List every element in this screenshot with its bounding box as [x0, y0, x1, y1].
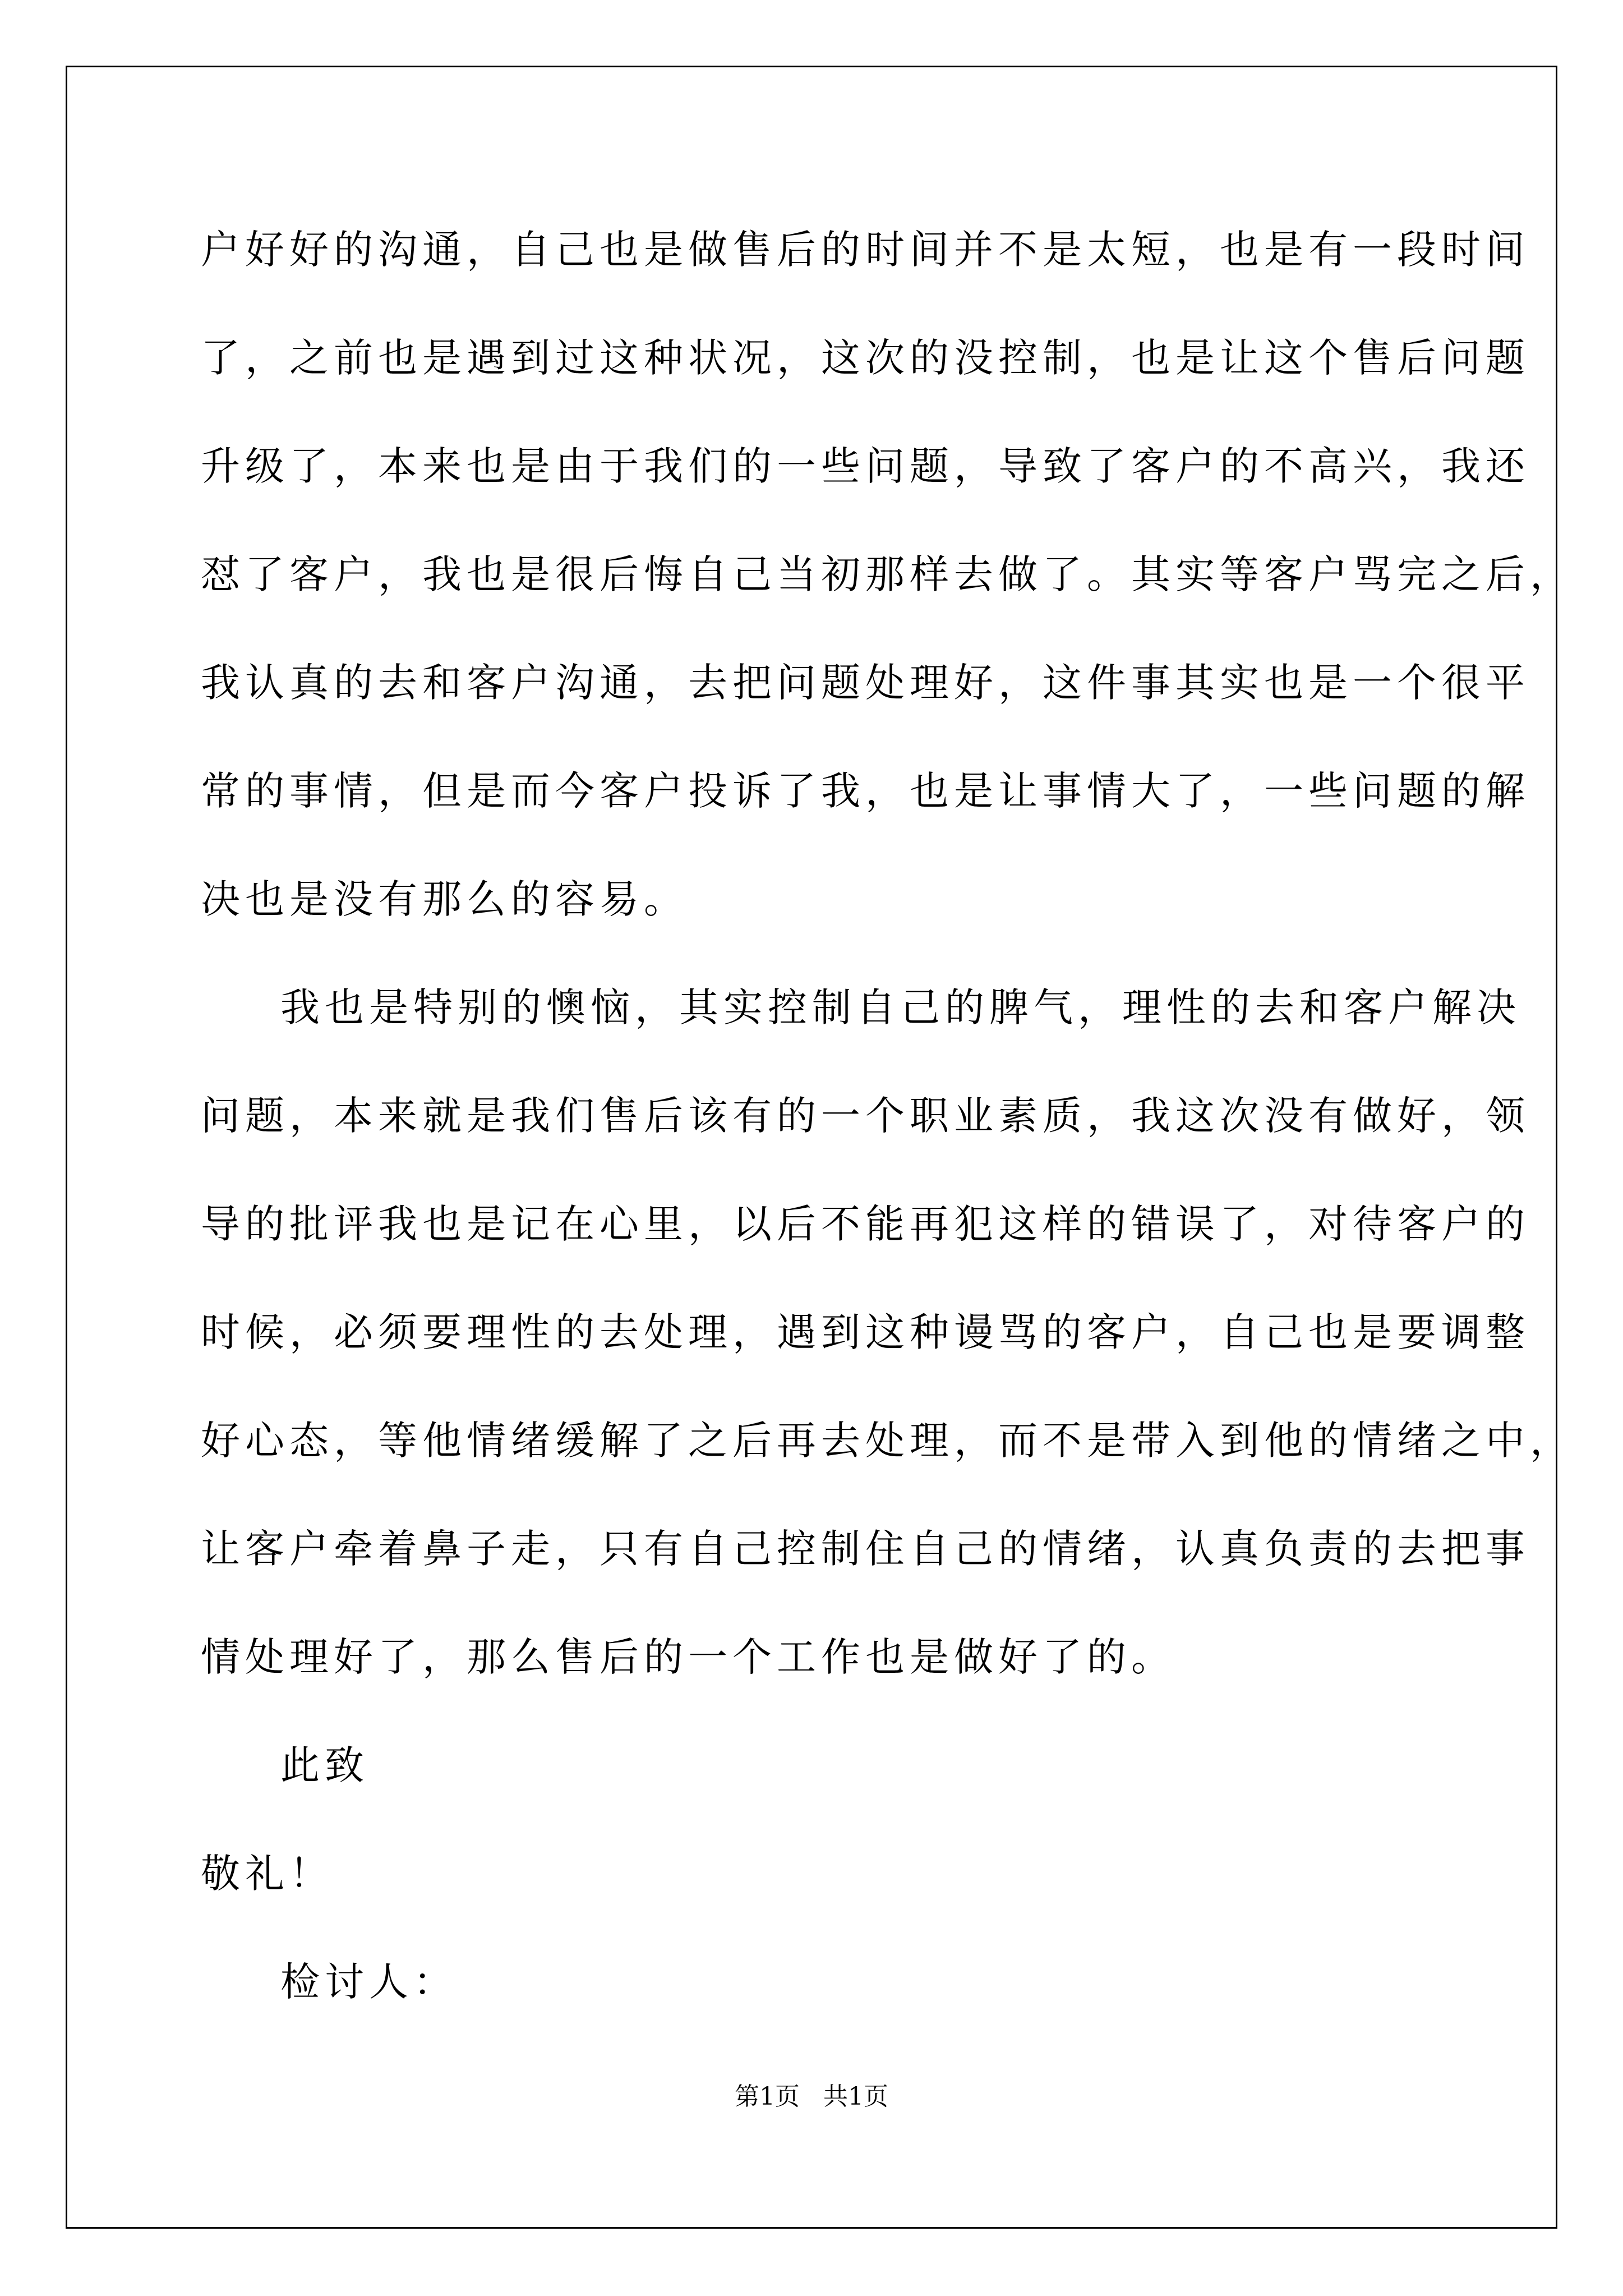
body-line: 问题，本来就是我们售后该有的一个职业素质，我这次没有做好，领	[201, 1093, 1530, 1139]
body-line: 我认真的去和客户沟通，去把问题处理好，这件事其实也是一个很平	[201, 660, 1530, 706]
closing-salutation: 此致	[280, 1742, 369, 1788]
closing-regards: 敬礼！	[201, 1851, 334, 1897]
body-line: 情处理好了，那么售后的一个工作也是做好了的。	[201, 1634, 1175, 1680]
body-line: 了，之前也是遇到过这种状况，这次的没控制，也是让这个售后问题	[201, 335, 1530, 381]
body-line: 导的批评我也是记在心里，以后不能再犯这样的错误了，对待客户的	[201, 1201, 1530, 1247]
body-line: 决也是没有那么的容易。	[201, 876, 688, 922]
body-line: 常的事情，但是而今客户投诉了我，也是让事情大了，一些问题的解	[201, 768, 1530, 814]
page-border	[66, 66, 1557, 2229]
body-line: 我也是特别的懊恼，其实控制自己的脾气，理性的去和客户解决	[280, 984, 1521, 1030]
signature-label: 检讨人：	[280, 1959, 458, 2005]
body-line: 户好好的沟通，自己也是做售后的时间并不是太短，也是有一段时间	[201, 227, 1530, 273]
body-line: 时候，必须要理性的去处理，遇到这种谩骂的客户，自己也是要调整	[201, 1309, 1530, 1355]
page-number-footer: 第1页 共1页	[735, 2082, 888, 2111]
body-line: 怼了客户，我也是很后悔自己当初那样去做了。其实等客户骂完之后，	[201, 551, 1574, 597]
body-line: 升级了，本来也是由于我们的一些问题，导致了客户的不高兴，我还	[201, 443, 1530, 489]
body-line: 让客户牵着鼻子走，只有自己控制住自己的情绪，认真负责的去把事	[201, 1526, 1530, 1572]
body-line: 好心态，等他情绪缓解了之后再去处理，而不是带入到他的情绪之中，	[201, 1418, 1574, 1464]
